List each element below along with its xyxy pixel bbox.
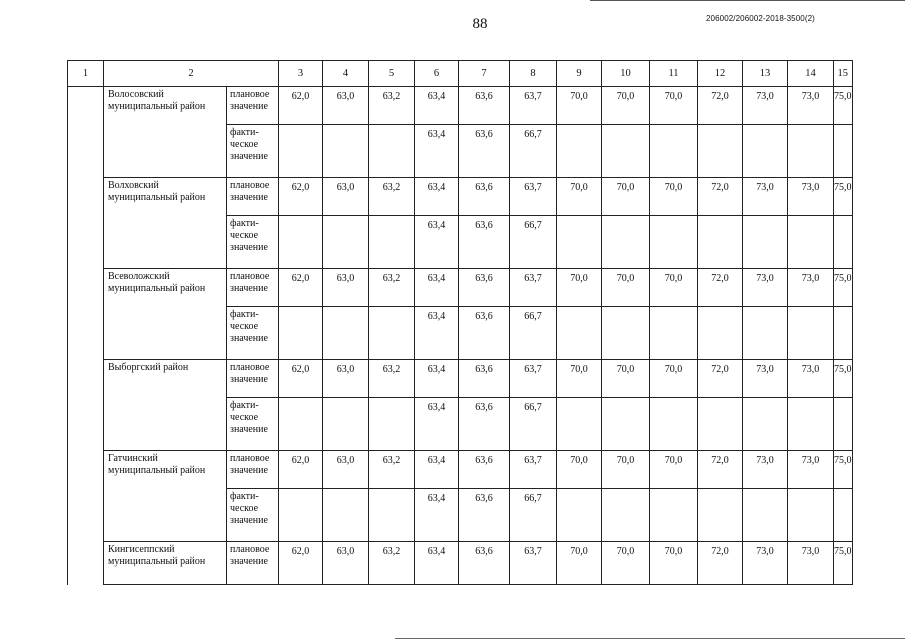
plan-value-cell: 75,0: [834, 87, 853, 125]
plan-value-cell: 63,2: [369, 87, 415, 125]
fact-label-cell: факти-ческое значение: [227, 398, 279, 451]
fact-value-cell: [323, 489, 369, 542]
plan-value-cell: 73,0: [743, 178, 788, 216]
plan-value-cell: 63,2: [369, 360, 415, 398]
plan-value-cell: 70,0: [602, 451, 650, 489]
column-number-cell: 13: [743, 61, 788, 87]
fact-label-cell: факти-ческое значение: [227, 216, 279, 269]
district-name-cell: Всеволожский муниципальный район: [104, 269, 227, 360]
plan-value-cell: 63,7: [510, 451, 557, 489]
fact-value-cell: [602, 125, 650, 178]
fact-value-cell: [743, 307, 788, 360]
plan-value-cell: 72,0: [698, 451, 743, 489]
plan-row: [68, 542, 853, 585]
plan-value-cell: 63,0: [323, 360, 369, 398]
plan-value-cell: 73,0: [788, 360, 834, 398]
plan-value-cell: 62,0: [279, 87, 323, 125]
plan-value-cell: 63,7: [510, 360, 557, 398]
fact-value-cell: [369, 125, 415, 178]
column-number-cell: 15: [834, 61, 853, 87]
fact-value-cell: [279, 307, 323, 360]
fact-value-cell: [323, 125, 369, 178]
plan-value-cell: 72,0: [698, 178, 743, 216]
fact-value-cell: [698, 125, 743, 178]
column-number-cell: 14: [788, 61, 834, 87]
plan-value-cell: 62,0: [279, 542, 323, 585]
plan-value-cell: 62,0: [279, 451, 323, 489]
fact-value-cell: 66,7: [510, 307, 557, 360]
plan-value-cell: 70,0: [602, 360, 650, 398]
fact-value-cell: 63,6: [459, 398, 510, 451]
plan-value-cell: 63,0: [323, 269, 369, 307]
fact-value-cell: [279, 489, 323, 542]
district-name-cell: Кингисеппский муниципальный район: [104, 542, 227, 585]
plan-value-cell: 63,4: [415, 87, 459, 125]
fact-value-cell: [788, 489, 834, 542]
column-number-cell: 2: [104, 61, 279, 87]
fact-value-cell: [323, 307, 369, 360]
plan-value-cell: 70,0: [602, 269, 650, 307]
top-edge-line: [590, 0, 905, 1]
fact-value-cell: 63,6: [459, 216, 510, 269]
plan-value-cell: 70,0: [650, 87, 698, 125]
fact-label-cell: факти-ческое значение: [227, 125, 279, 178]
plan-value-cell: 63,0: [323, 451, 369, 489]
plan-value-cell: 70,0: [557, 451, 602, 489]
column-number-cell: 12: [698, 61, 743, 87]
plan-value-cell: 63,6: [459, 269, 510, 307]
fact-value-cell: [279, 216, 323, 269]
plan-value-cell: 63,4: [415, 542, 459, 585]
plan-row: [68, 451, 853, 489]
fact-value-cell: [279, 125, 323, 178]
plan-value-cell: 73,0: [788, 87, 834, 125]
fact-value-cell: [602, 398, 650, 451]
fact-value-cell: [369, 307, 415, 360]
fact-value-cell: [834, 216, 853, 269]
fact-value-cell: 66,7: [510, 398, 557, 451]
plan-row: [68, 178, 853, 216]
plan-value-cell: 75,0: [834, 542, 853, 585]
plan-value-cell: 62,0: [279, 269, 323, 307]
fact-value-cell: 63,6: [459, 125, 510, 178]
plan-row: [68, 87, 853, 125]
plan-value-cell: 70,0: [650, 269, 698, 307]
fact-value-cell: 66,7: [510, 489, 557, 542]
plan-value-cell: 73,0: [743, 87, 788, 125]
plan-value-cell: 75,0: [834, 269, 853, 307]
plan-label-cell: плановое значение: [227, 542, 279, 585]
plan-value-cell: 70,0: [557, 87, 602, 125]
row-number-cell: [68, 87, 104, 585]
column-number-cell: 11: [650, 61, 698, 87]
column-number-cell: 6: [415, 61, 459, 87]
fact-label-cell: факти-ческое значение: [227, 489, 279, 542]
column-number-cell: 1: [68, 61, 104, 87]
plan-value-cell: 70,0: [650, 542, 698, 585]
column-number-cell: 9: [557, 61, 602, 87]
fact-value-cell: [788, 398, 834, 451]
plan-value-cell: 75,0: [834, 360, 853, 398]
fact-value-cell: [650, 216, 698, 269]
fact-value-cell: [369, 216, 415, 269]
plan-value-cell: 70,0: [557, 360, 602, 398]
plan-value-cell: 70,0: [602, 178, 650, 216]
fact-value-cell: [602, 216, 650, 269]
plan-value-cell: 63,7: [510, 178, 557, 216]
plan-value-cell: 73,0: [743, 269, 788, 307]
district-name-cell: Гатчинский муниципальный район: [104, 451, 227, 542]
plan-value-cell: 63,0: [323, 178, 369, 216]
fact-value-cell: [743, 398, 788, 451]
plan-value-cell: 70,0: [650, 360, 698, 398]
plan-value-cell: 73,0: [743, 542, 788, 585]
fact-value-cell: 63,6: [459, 489, 510, 542]
bottom-edge-line: [395, 638, 905, 639]
fact-value-cell: [650, 307, 698, 360]
plan-row: [68, 269, 853, 307]
fact-value-cell: [369, 489, 415, 542]
fact-value-cell: [557, 398, 602, 451]
column-number-cell: 8: [510, 61, 557, 87]
fact-value-cell: [323, 398, 369, 451]
fact-value-cell: [698, 489, 743, 542]
plan-value-cell: 63,6: [459, 87, 510, 125]
plan-value-cell: 63,4: [415, 360, 459, 398]
fact-value-cell: [743, 216, 788, 269]
plan-value-cell: 63,2: [369, 269, 415, 307]
plan-value-cell: 63,6: [459, 360, 510, 398]
plan-value-cell: 63,0: [323, 87, 369, 125]
fact-value-cell: [788, 307, 834, 360]
plan-value-cell: 63,6: [459, 542, 510, 585]
fact-value-cell: [557, 489, 602, 542]
plan-value-cell: 63,6: [459, 178, 510, 216]
plan-value-cell: 70,0: [557, 542, 602, 585]
fact-value-cell: [279, 398, 323, 451]
plan-value-cell: 73,0: [743, 451, 788, 489]
fact-value-cell: [698, 307, 743, 360]
fact-value-cell: 63,4: [415, 307, 459, 360]
district-name-cell: Волосовский муниципальный район: [104, 87, 227, 178]
fact-value-cell: [369, 398, 415, 451]
plan-value-cell: 70,0: [557, 178, 602, 216]
plan-value-cell: 63,4: [415, 451, 459, 489]
fact-value-cell: [698, 398, 743, 451]
fact-value-cell: [743, 125, 788, 178]
plan-value-cell: 70,0: [602, 542, 650, 585]
plan-value-cell: 63,6: [459, 451, 510, 489]
plan-value-cell: 75,0: [834, 178, 853, 216]
fact-value-cell: [698, 216, 743, 269]
plan-value-cell: 73,0: [743, 360, 788, 398]
fact-value-cell: [834, 307, 853, 360]
plan-value-cell: 75,0: [834, 451, 853, 489]
fact-value-cell: 63,4: [415, 489, 459, 542]
fact-value-cell: [650, 125, 698, 178]
column-number-cell: 5: [369, 61, 415, 87]
fact-value-cell: 63,4: [415, 398, 459, 451]
fact-value-cell: [743, 489, 788, 542]
plan-value-cell: 73,0: [788, 451, 834, 489]
plan-label-cell: плановое значение: [227, 87, 279, 125]
fact-value-cell: [602, 489, 650, 542]
plan-value-cell: 63,2: [369, 451, 415, 489]
plan-value-cell: 72,0: [698, 269, 743, 307]
plan-value-cell: 63,0: [323, 542, 369, 585]
page-number: 88: [472, 16, 488, 32]
plan-value-cell: 63,7: [510, 87, 557, 125]
plan-value-cell: 73,0: [788, 269, 834, 307]
plan-label-cell: плановое значение: [227, 269, 279, 307]
fact-value-cell: [557, 216, 602, 269]
column-number-cell: 4: [323, 61, 369, 87]
plan-value-cell: 73,0: [788, 542, 834, 585]
fact-value-cell: 66,7: [510, 125, 557, 178]
column-number-cell: 7: [459, 61, 510, 87]
plan-value-cell: 70,0: [650, 178, 698, 216]
fact-value-cell: [834, 125, 853, 178]
fact-label-cell: факти-ческое значение: [227, 307, 279, 360]
plan-value-cell: 63,4: [415, 269, 459, 307]
fact-value-cell: 66,7: [510, 216, 557, 269]
fact-value-cell: [650, 489, 698, 542]
plan-value-cell: 70,0: [650, 451, 698, 489]
plan-label-cell: плановое значение: [227, 451, 279, 489]
plan-label-cell: плановое значение: [227, 360, 279, 398]
fact-value-cell: 63,6: [459, 307, 510, 360]
plan-value-cell: 62,0: [279, 360, 323, 398]
fact-value-cell: [834, 398, 853, 451]
plan-value-cell: 72,0: [698, 542, 743, 585]
plan-value-cell: 63,2: [369, 178, 415, 216]
plan-value-cell: 63,7: [510, 542, 557, 585]
fact-value-cell: [650, 398, 698, 451]
plan-label-cell: плановое значение: [227, 178, 279, 216]
fact-value-cell: [788, 216, 834, 269]
table-body: [68, 61, 853, 585]
plan-value-cell: 62,0: [279, 178, 323, 216]
plan-value-cell: 73,0: [788, 178, 834, 216]
fact-value-cell: [788, 125, 834, 178]
fact-value-cell: [557, 307, 602, 360]
district-name-cell: Выборгский район: [104, 360, 227, 451]
fact-value-cell: [557, 125, 602, 178]
fact-value-cell: [602, 307, 650, 360]
plan-value-cell: 72,0: [698, 87, 743, 125]
column-number-cell: 3: [279, 61, 323, 87]
district-name-cell: Волховский муниципальный район: [104, 178, 227, 269]
document-code: 206002/206002-2018-3500(2): [706, 14, 815, 23]
fact-value-cell: 63,4: [415, 216, 459, 269]
plan-value-cell: 70,0: [602, 87, 650, 125]
fact-value-cell: 63,4: [415, 125, 459, 178]
header-row: [68, 61, 853, 87]
fact-value-cell: [323, 216, 369, 269]
plan-value-cell: 63,4: [415, 178, 459, 216]
column-number-cell: 10: [602, 61, 650, 87]
plan-value-cell: 70,0: [557, 269, 602, 307]
plan-value-cell: 63,2: [369, 542, 415, 585]
plan-value-cell: 72,0: [698, 360, 743, 398]
plan-value-cell: 63,7: [510, 269, 557, 307]
indicator-table: [67, 60, 853, 585]
plan-row: [68, 360, 853, 398]
fact-value-cell: [834, 489, 853, 542]
